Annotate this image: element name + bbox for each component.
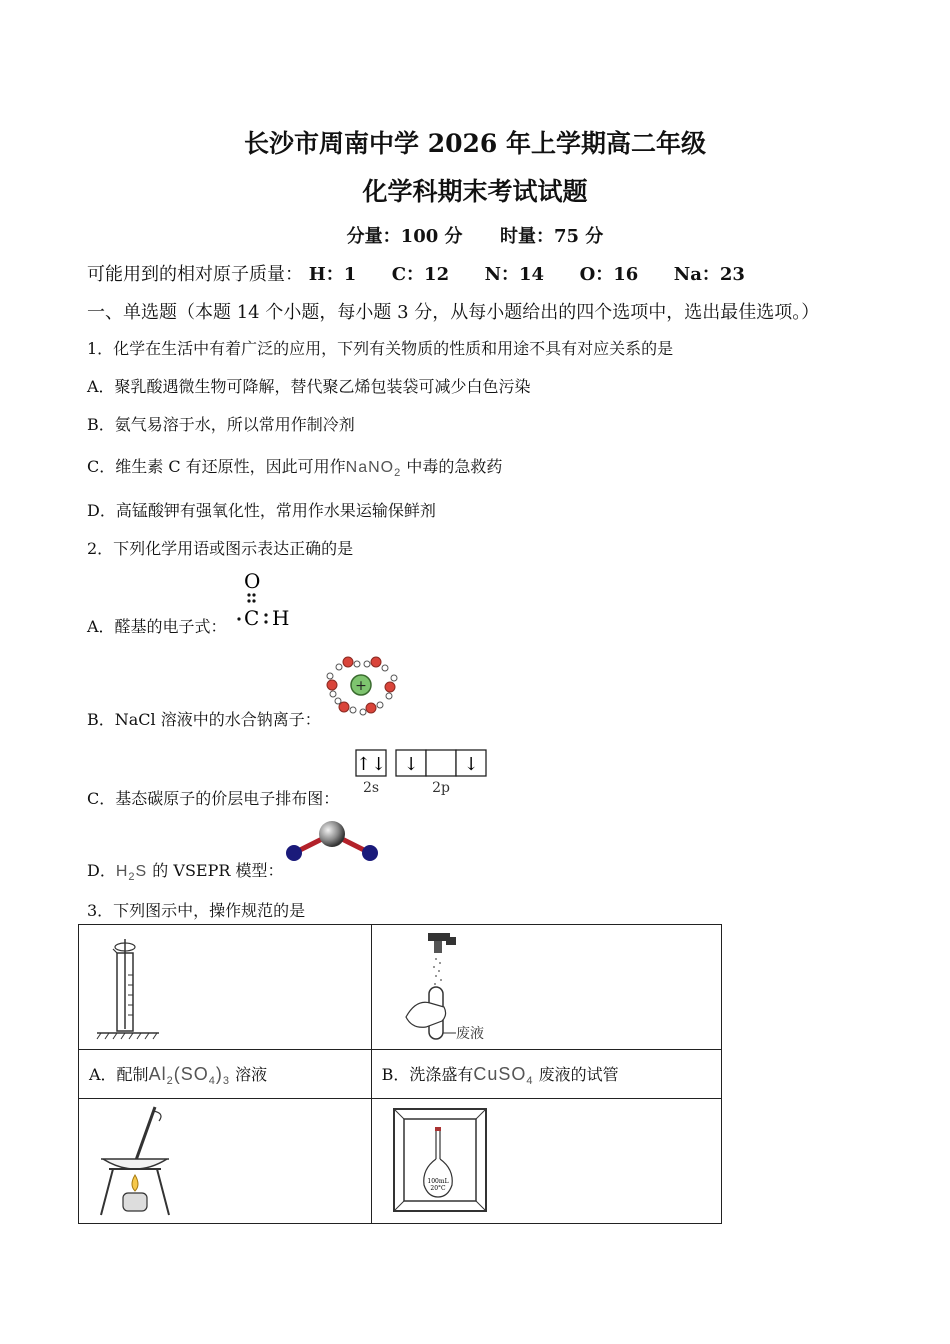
q1-option-c-pre: C．维生素 C 有还原性，因此可用作 bbox=[87, 457, 346, 476]
atomic-mass-label: 可能用到的相对原子质量： bbox=[87, 264, 303, 285]
time-text: 时量：75 分 bbox=[499, 226, 604, 247]
q3-stem: 3．下列图示中，操作规范的是 bbox=[87, 901, 306, 920]
flask-volume-label: 100mL bbox=[427, 1178, 449, 1185]
q1-stem: 1．化学在生活中有着广泛的应用，下列有关物质的性质和用途不具有对应关系的是 bbox=[87, 339, 674, 358]
orbital-2s-label: 2s bbox=[362, 780, 380, 796]
h2s-subscript: 2 bbox=[128, 871, 136, 883]
atomic-mass-h: H：1 bbox=[308, 264, 357, 285]
q2-option-a: A．醛基的电子式： bbox=[87, 617, 227, 636]
q3-option-a bbox=[79, 1050, 372, 1099]
section-heading: 一、单选题（本题 14 个小题，每小题 3 分，从每小题给出的四个选项中，选出最佳选项。） bbox=[87, 302, 820, 323]
figure-o-label: O bbox=[244, 569, 261, 593]
atomic-mass-o: O：16 bbox=[579, 264, 639, 285]
q3-figure-table bbox=[78, 924, 722, 1224]
al2so43-sub2: 4 bbox=[208, 1074, 216, 1087]
carbon-orbital-diagram bbox=[354, 748, 490, 798]
q2-stem: 2．下列化学用语或图示表达正确的是 bbox=[87, 539, 354, 558]
evaporating-dish-figure bbox=[95, 1103, 175, 1219]
figure-c-label: C bbox=[244, 606, 260, 630]
volumetric-flask-figure bbox=[390, 1105, 490, 1217]
figure-h-label: H bbox=[272, 606, 290, 630]
q3-option-b bbox=[371, 1050, 721, 1099]
q2-option-d bbox=[87, 858, 283, 883]
cuso4-formula: CuSO bbox=[473, 1063, 527, 1084]
q1-option-c bbox=[87, 454, 502, 479]
aldehyde-electron-formula-figure bbox=[232, 566, 302, 632]
al2so43-formula-close: ) bbox=[215, 1063, 223, 1084]
orbital-2p-arrow-2: ↓ bbox=[463, 754, 479, 775]
atomic-mass-na: Na：23 bbox=[673, 264, 745, 285]
q2-option-c: C．基态碳原子的价层电子排布图： bbox=[87, 789, 340, 808]
q1-option-a: A．聚乳酸遇微生物可降解，替代聚乙烯包装袋可减少白色污染 bbox=[87, 377, 531, 396]
q3-figure-c-cell bbox=[79, 1099, 372, 1224]
al2so43-formula-so: (SO bbox=[173, 1063, 209, 1084]
q2-option-d-post: 的 VSEPR 模型： bbox=[152, 861, 284, 880]
q2-option-b: B．NaCl 溶液中的水合钠离子： bbox=[87, 710, 321, 729]
h2s-formula-h: H bbox=[115, 863, 129, 880]
exam-title-line2: 化学科期末考试试题 bbox=[362, 177, 588, 206]
cuso4-subscript: 4 bbox=[526, 1074, 534, 1087]
q3-figure-b-cell bbox=[371, 925, 721, 1050]
q1-option-c-post: 中毒的急救药 bbox=[406, 457, 503, 476]
plus-sign-icon: + bbox=[355, 678, 367, 694]
q1-option-b: B．氨气易溶于水，所以常用作制冷剂 bbox=[87, 415, 355, 434]
waste-liquid-label: 废液 bbox=[455, 1026, 484, 1042]
exam-title-line1: 长沙市周南中学 2026 年上学期高二年级 bbox=[244, 129, 706, 158]
score-text: 分量：100 分 bbox=[346, 226, 463, 247]
flask-temp-label: 20°C bbox=[429, 1185, 446, 1192]
q3-option-b-pre: B．洗涤盛有 bbox=[381, 1064, 474, 1084]
nano2-formula: NaNO bbox=[345, 459, 395, 476]
q3-figure-d-cell bbox=[371, 1099, 721, 1224]
q3-figure-a-cell bbox=[79, 925, 372, 1050]
q3-option-a-post: 溶液 bbox=[235, 1064, 268, 1084]
atomic-mass-line bbox=[87, 260, 745, 286]
cylinder-stirring-figure bbox=[95, 935, 175, 1045]
q1-option-d: D．高锰酸钾有强氧化性，常用作水果运输保鲜剂 bbox=[87, 501, 436, 520]
al2so43-sub3: 3 bbox=[222, 1074, 230, 1087]
q3-option-a-pre: A．配制 bbox=[89, 1064, 149, 1084]
test-tube-washing-figure bbox=[386, 929, 526, 1047]
al2so43-formula-al: Al bbox=[148, 1063, 167, 1084]
h2s-formula-s: S bbox=[135, 863, 148, 880]
q2-option-d-pre: D． bbox=[87, 861, 116, 880]
orbital-2s-arrows: ↑↓ bbox=[355, 754, 387, 775]
atomic-mass-c: C：12 bbox=[391, 264, 450, 285]
atomic-mass-n: N：14 bbox=[484, 264, 545, 285]
nano2-subscript: 2 bbox=[394, 467, 402, 479]
al2so43-sub1: 2 bbox=[166, 1074, 174, 1087]
orbital-2p-arrow-1: ↓ bbox=[403, 754, 419, 775]
h2s-vsepr-model bbox=[282, 818, 382, 866]
hydrated-sodium-ion-figure bbox=[324, 654, 400, 716]
exam-meta bbox=[0, 222, 950, 248]
q3-option-b-post: 废液的试管 bbox=[538, 1064, 619, 1084]
orbital-2p-label: 2p bbox=[432, 780, 450, 796]
